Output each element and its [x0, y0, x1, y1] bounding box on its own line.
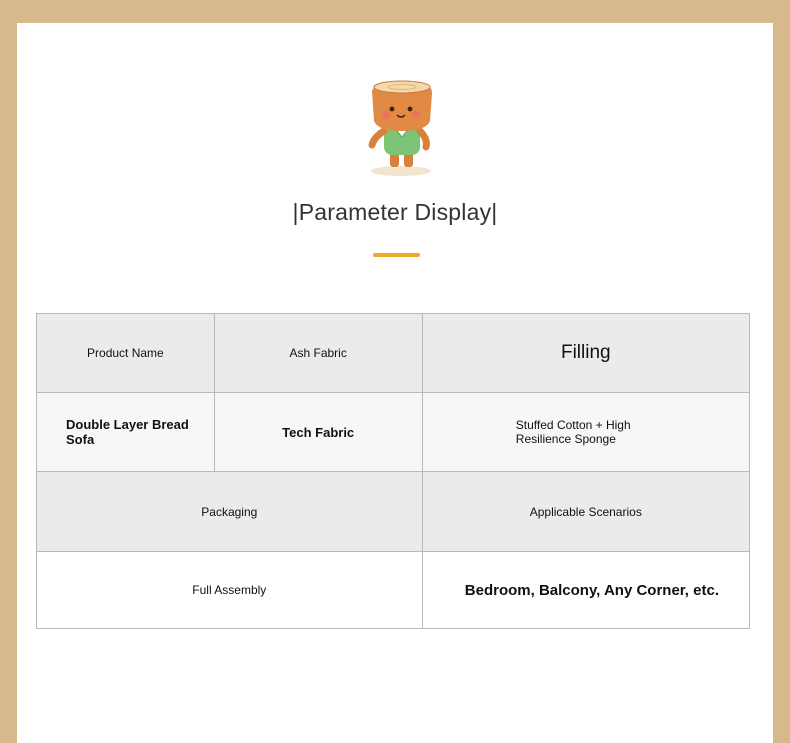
scenarios-value: Bedroom, Balcony, Any Corner, etc.	[422, 552, 749, 629]
parameter-table	[36, 313, 750, 629]
filling-value-cell	[422, 393, 749, 472]
table-row	[37, 314, 750, 393]
section-title: |Parameter Display|	[292, 199, 498, 225]
packaging-value: Full Assembly	[37, 552, 423, 629]
filling-header: Filling	[422, 314, 749, 393]
table-row	[37, 472, 750, 552]
filling-value: Stuffed Cotton + High Resilience Sponge	[515, 418, 631, 446]
title-underline	[373, 253, 420, 257]
product-name-label: Product Name	[37, 314, 215, 393]
packaging-label: Packaging	[37, 472, 423, 552]
product-name-value: Double Layer Bread Sofa	[37, 393, 215, 472]
scenarios-label: Applicable Scenarios	[422, 472, 749, 552]
fabric-header: Ash Fabric	[214, 314, 422, 393]
content-card	[17, 23, 773, 743]
fabric-value: Tech Fabric	[214, 393, 422, 472]
tree-stump-mascot-icon	[364, 79, 444, 177]
table-row	[37, 393, 750, 472]
table-row	[37, 552, 750, 629]
